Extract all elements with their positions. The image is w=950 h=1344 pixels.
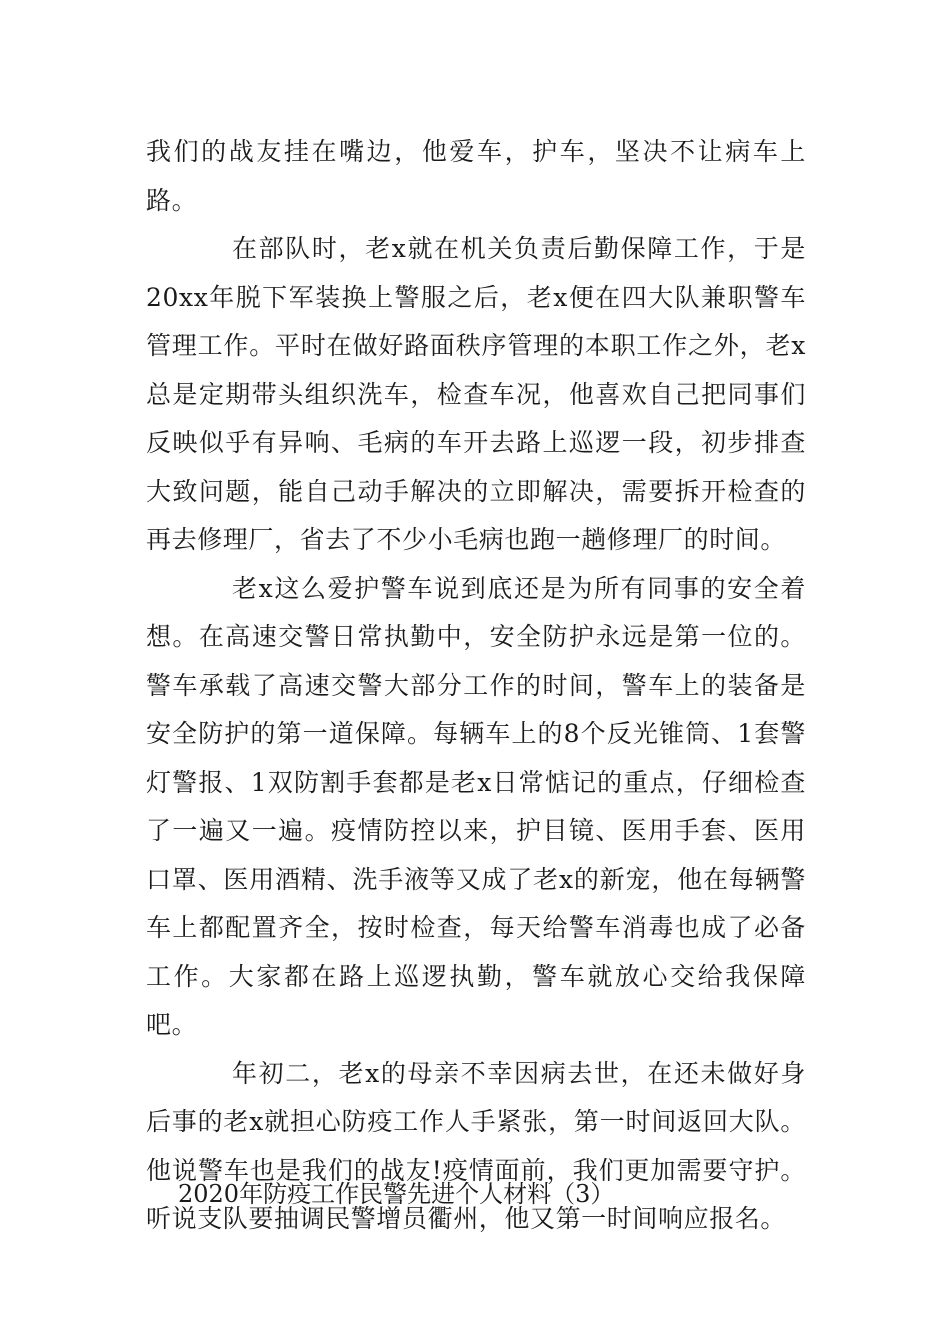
document-body [146,128,806,1244]
paragraph-continuation: 我们的战友挂在嘴边，他爱车，护车，坚决不让病车上路。 [146,137,806,215]
paragraph-return-to-duty: 年初二，老x的母亲不幸因病去世，在还未做好身后事的老x就担心防疫工作人手紧张，第一时间返回大队。他说警车也是我们的战友!疫情面前，我们更加需要守护。听说支队要抽调民警增员衢州，他又第一时间响应报名。 [146,1058,806,1233]
section-heading: 2020年防疫工作民警先进个人材料（3） [178,1180,615,1208]
paragraph-safety-equipment: 老x这么爱护警车说到底还是为所有同事的安全着想。在高速交警日常执勤中，安全防护永远是第一位的。警车承载了高速交警大部分工作的时间，警车上的装备是安全防护的第一道保障。每辆车上的8个反光锥筒、1套警灯警报、1双防割手套都是老x日常惦记的重点，仔细检查了一遍又一遍。疫情防控以来，护目镜、医用手套、医用口罩、医用酒精、洗手液等又成了老x的新宠，他在每辆警车上都配置齐全，按时检查，每天给警车消毒也成了必备工作。大家都在路上巡逻执勤，警车就放心交给我保障吧。 [146,573,806,1039]
paragraph-vehicle-management: 在部队时，老x就在机关负责后勤保障工作，于是20xx年脱下军装换上警服之后，老x便在四大队兼职警车管理工作。平时在做好路面秩序管理的本职工作之外，老x总是定期带头组织洗车，检查车况，他喜欢自己把同事们反映似乎有异响、毛病的车开去路上巡逻一段，初步排查大致问题，能自己动手解决的立即解决，需要拆开检查的再去修理厂，省去了不少小毛病也跑一趟修理厂的时间。 [146,234,806,554]
